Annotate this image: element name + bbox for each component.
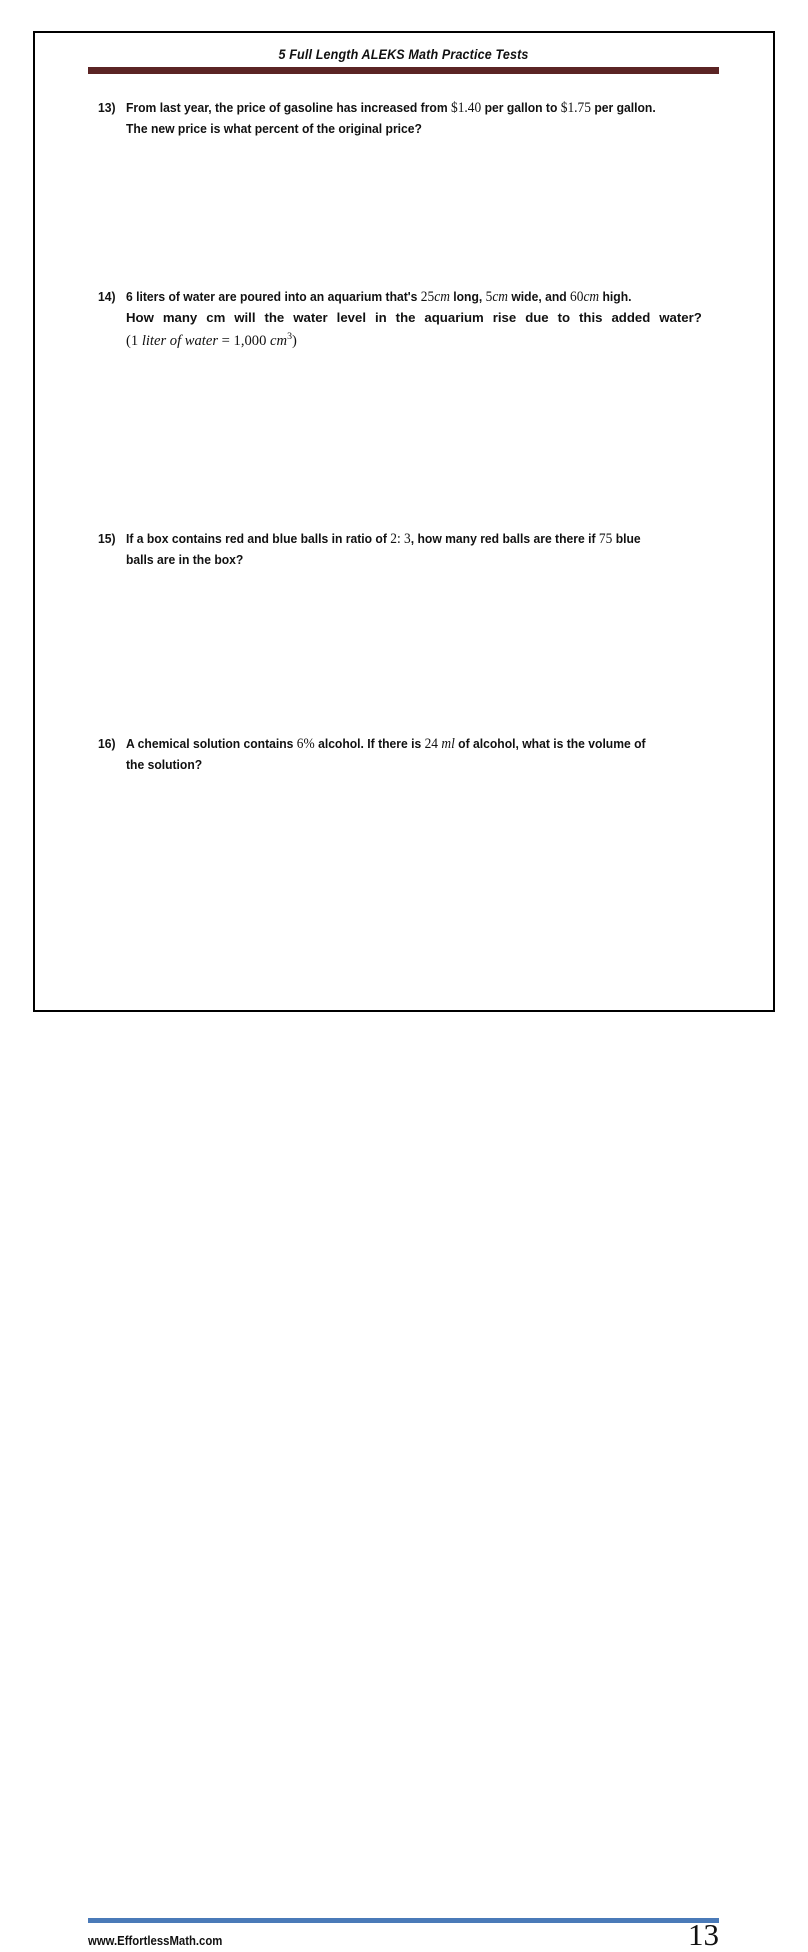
question-line: (1 liter of water = 1,000 $cm^3$) — [126, 331, 297, 349]
page-number: 13 — [688, 1917, 719, 1952]
question-line: How many cm will the water level in the aquarium rise due to this added water? — [126, 309, 702, 325]
question-item-14 — [98, 287, 718, 351]
question-text-15 — [126, 529, 718, 569]
question-item-15 — [98, 529, 718, 569]
question-item-13 — [98, 98, 718, 138]
page-frame — [33, 31, 775, 1952]
question-item-16 — [98, 734, 718, 774]
question-line: A chemical solution contains 6% alcohol. If there is 24 ml of alcohol, what is the volume of — [126, 736, 646, 752]
header-title: 5 Full Length ALEKS Math Practice Tests — [278, 47, 529, 62]
question-line: balls are in the box? — [126, 551, 244, 567]
question-number-15: 15) — [98, 531, 116, 546]
question-text-14 — [126, 287, 718, 351]
question-number-13: 13) — [98, 100, 116, 115]
footer-website-link[interactable]: www.EffortlessMath.com — [88, 1934, 223, 1948]
question-text-16 — [126, 734, 718, 774]
question-line: 6 liters of water are poured into an aquarium that's 25cm long, 5cm wide, and 60cm high. — [126, 289, 632, 305]
question-number-14: 14) — [98, 289, 116, 304]
header-divider-rule — [88, 67, 719, 74]
question-line: the solution? — [126, 756, 203, 772]
question-number-16: 16) — [98, 736, 116, 751]
question-line: From last year, the price of gasoline has increased from $1.40 per gallon to $1.75 per gallon. — [126, 100, 656, 116]
question-line: The new price is what percent of the original price? — [126, 120, 422, 136]
question-line: If a box contains red and blue balls in ratio of 2: 3, how many red balls are there if 75 blue — [126, 531, 641, 547]
question-text-13 — [126, 98, 718, 138]
